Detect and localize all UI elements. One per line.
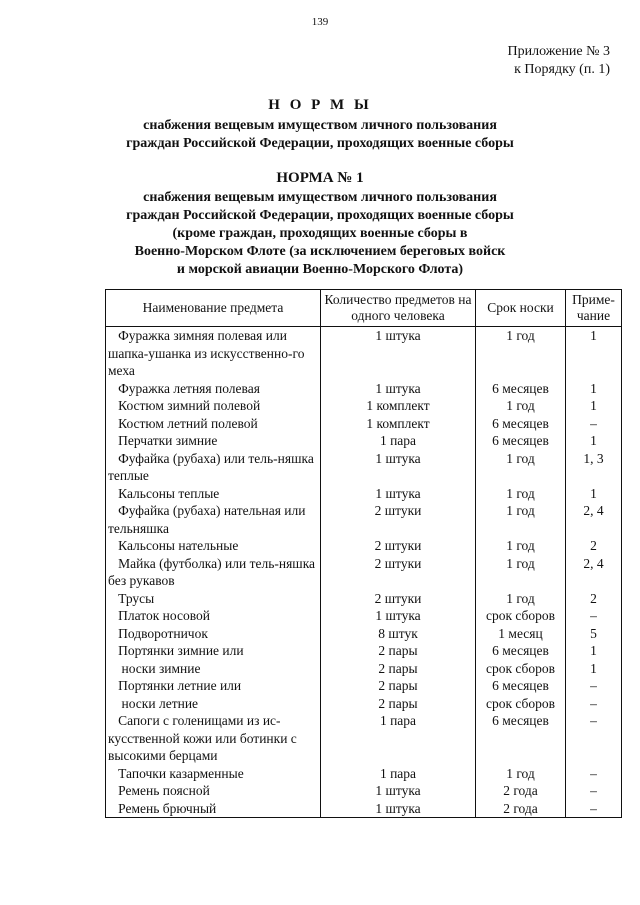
supply-norms-table (105, 289, 622, 818)
cell-quantity: 8 штук (321, 625, 476, 643)
norma-subtitle-line: (кроме граждан, проходящих военные сборы в (172, 226, 468, 241)
cell-item-name: Костюм зимний полевой (106, 397, 321, 415)
norma-subtitle-line: Военно-Морском Флоте (за исключением береговых войск (134, 244, 506, 259)
table-row (106, 782, 622, 800)
cell-note: – (566, 712, 622, 765)
cell-quantity: 2 пары (321, 642, 476, 660)
appendix-line-1: Приложение № 3 (507, 44, 610, 59)
cell-note: 1 (566, 327, 622, 380)
cell-wear-term: 1 год (476, 765, 566, 783)
cell-item-name: Фуражка зимняя полевая или шапка-ушанка из искусственно-го меха (106, 327, 321, 380)
cell-note: 1 (566, 432, 622, 450)
cell-wear-term: 1 год (476, 327, 566, 380)
table-row (106, 380, 622, 398)
norma-title: НОРМА № 1 (276, 170, 364, 186)
appendix-line-2: к Порядку (п. 1) (514, 62, 610, 77)
cell-wear-term: 1 год (476, 537, 566, 555)
cell-quantity: 1 комплект (321, 397, 476, 415)
table-row (106, 432, 622, 450)
cell-wear-term: 6 месяцев (476, 712, 566, 765)
cell-note: 1 (566, 660, 622, 678)
cell-note: 1 (566, 485, 622, 503)
cell-wear-term: 1 год (476, 450, 566, 485)
document-title: Н О Р М Ы (268, 97, 372, 113)
cell-wear-term: 1 месяц (476, 625, 566, 643)
cell-quantity: 1 штука (321, 485, 476, 503)
table-row (106, 327, 622, 380)
norma-subtitle-line: граждан Российской Федерации, проходящих военные сборы (126, 208, 514, 223)
cell-quantity: 2 пары (321, 677, 476, 695)
cell-wear-term: 6 месяцев (476, 415, 566, 433)
cell-quantity: 2 штуки (321, 555, 476, 590)
table-row (106, 642, 622, 660)
page-number: 139 (311, 16, 329, 28)
cell-item-name: Сапоги с голенищами из ис-кусственной кожи или ботинки с высокими берцами (106, 712, 321, 765)
cell-item-name: Подворотничок (106, 625, 321, 643)
table-row (106, 485, 622, 503)
cell-wear-term: 1 год (476, 397, 566, 415)
table-row (106, 450, 622, 485)
norma-subtitle (0, 189, 640, 279)
cell-item-name: носки летние (106, 695, 321, 713)
header-wear-term: Срок носки (476, 290, 566, 327)
table-row (106, 502, 622, 537)
table-row (106, 415, 622, 433)
cell-item-name: Фуфайка (рубаха) или тель-няшка теплые (106, 450, 321, 485)
cell-note: – (566, 765, 622, 783)
cell-item-name: Трусы (106, 590, 321, 608)
cell-item-name: Платок носовой (106, 607, 321, 625)
appendix-reference (508, 43, 611, 79)
cell-note: 2, 4 (566, 555, 622, 590)
cell-wear-term: 2 года (476, 800, 566, 818)
cell-wear-term: 1 год (476, 502, 566, 537)
cell-quantity: 1 штука (321, 607, 476, 625)
cell-quantity: 1 комплект (321, 415, 476, 433)
table-header-row (106, 290, 622, 327)
norma-subtitle-line: снабжения вещевым имуществом личного пользования (143, 190, 497, 205)
table-body (106, 327, 622, 818)
subtitle-line: граждан Российской Федерации, проходящих военные сборы (126, 136, 514, 151)
cell-note: – (566, 695, 622, 713)
cell-note: 2, 4 (566, 502, 622, 537)
cell-wear-term: 6 месяцев (476, 677, 566, 695)
table-row (106, 555, 622, 590)
cell-note: 2 (566, 590, 622, 608)
cell-note: 1 (566, 397, 622, 415)
table-row (106, 590, 622, 608)
cell-quantity: 1 пара (321, 712, 476, 765)
cell-note: 1 (566, 642, 622, 660)
header-item-name: Наименование предмета (106, 290, 321, 327)
cell-quantity: 2 штуки (321, 502, 476, 537)
cell-note: 1, 3 (566, 450, 622, 485)
cell-quantity: 1 штука (321, 800, 476, 818)
cell-quantity: 1 штука (321, 450, 476, 485)
cell-wear-term: 2 года (476, 782, 566, 800)
cell-item-name: Ремень поясной (106, 782, 321, 800)
cell-note: – (566, 415, 622, 433)
cell-item-name: Ремень брючный (106, 800, 321, 818)
table-row (106, 765, 622, 783)
cell-wear-term: 1 год (476, 555, 566, 590)
cell-item-name: Кальсоны теплые (106, 485, 321, 503)
cell-quantity: 2 пары (321, 660, 476, 678)
cell-wear-term: 6 месяцев (476, 380, 566, 398)
cell-item-name: Фуражка летняя полевая (106, 380, 321, 398)
cell-item-name: Майка (футболка) или тель-няшка без рукавов (106, 555, 321, 590)
cell-item-name: Кальсоны нательные (106, 537, 321, 555)
cell-item-name: Портянки зимние или (106, 642, 321, 660)
norma-subtitle-line: и морской авиации Военно-Морского Флота) (176, 262, 464, 277)
cell-wear-term: 6 месяцев (476, 432, 566, 450)
cell-quantity: 1 штука (321, 327, 476, 380)
cell-note: 5 (566, 625, 622, 643)
cell-quantity: 1 пара (321, 432, 476, 450)
cell-item-name: Перчатки зимние (106, 432, 321, 450)
table-row (106, 695, 622, 713)
header-note: Приме-чание (566, 290, 622, 327)
cell-note: – (566, 677, 622, 695)
cell-quantity: 2 штуки (321, 590, 476, 608)
cell-item-name: носки зимние (106, 660, 321, 678)
cell-note: – (566, 782, 622, 800)
cell-quantity: 2 пары (321, 695, 476, 713)
cell-wear-term: срок сборов (476, 607, 566, 625)
cell-note: – (566, 607, 622, 625)
table-row (106, 537, 622, 555)
cell-item-name: Костюм летний полевой (106, 415, 321, 433)
cell-wear-term: 1 год (476, 485, 566, 503)
table-row (106, 800, 622, 818)
cell-quantity: 1 пара (321, 765, 476, 783)
cell-quantity: 2 штуки (321, 537, 476, 555)
cell-wear-term: 6 месяцев (476, 642, 566, 660)
table-row (106, 625, 622, 643)
cell-wear-term: срок сборов (476, 695, 566, 713)
cell-quantity: 1 штука (321, 380, 476, 398)
table-row (106, 712, 622, 765)
table-row (106, 677, 622, 695)
cell-item-name: Тапочки казарменные (106, 765, 321, 783)
cell-item-name: Портянки летние или (106, 677, 321, 695)
subtitle-line: снабжения вещевым имуществом личного пользования (143, 118, 497, 133)
cell-wear-term: срок сборов (476, 660, 566, 678)
table-row (106, 607, 622, 625)
header-quantity: Количество предметов на одного человека (321, 290, 476, 327)
table-row (106, 397, 622, 415)
cell-wear-term: 1 год (476, 590, 566, 608)
cell-note: 1 (566, 380, 622, 398)
document-subtitle (0, 117, 640, 153)
cell-note: – (566, 800, 622, 818)
cell-quantity: 1 штука (321, 782, 476, 800)
table-row (106, 660, 622, 678)
cell-item-name: Фуфайка (рубаха) нательная или тельняшка (106, 502, 321, 537)
cell-note: 2 (566, 537, 622, 555)
